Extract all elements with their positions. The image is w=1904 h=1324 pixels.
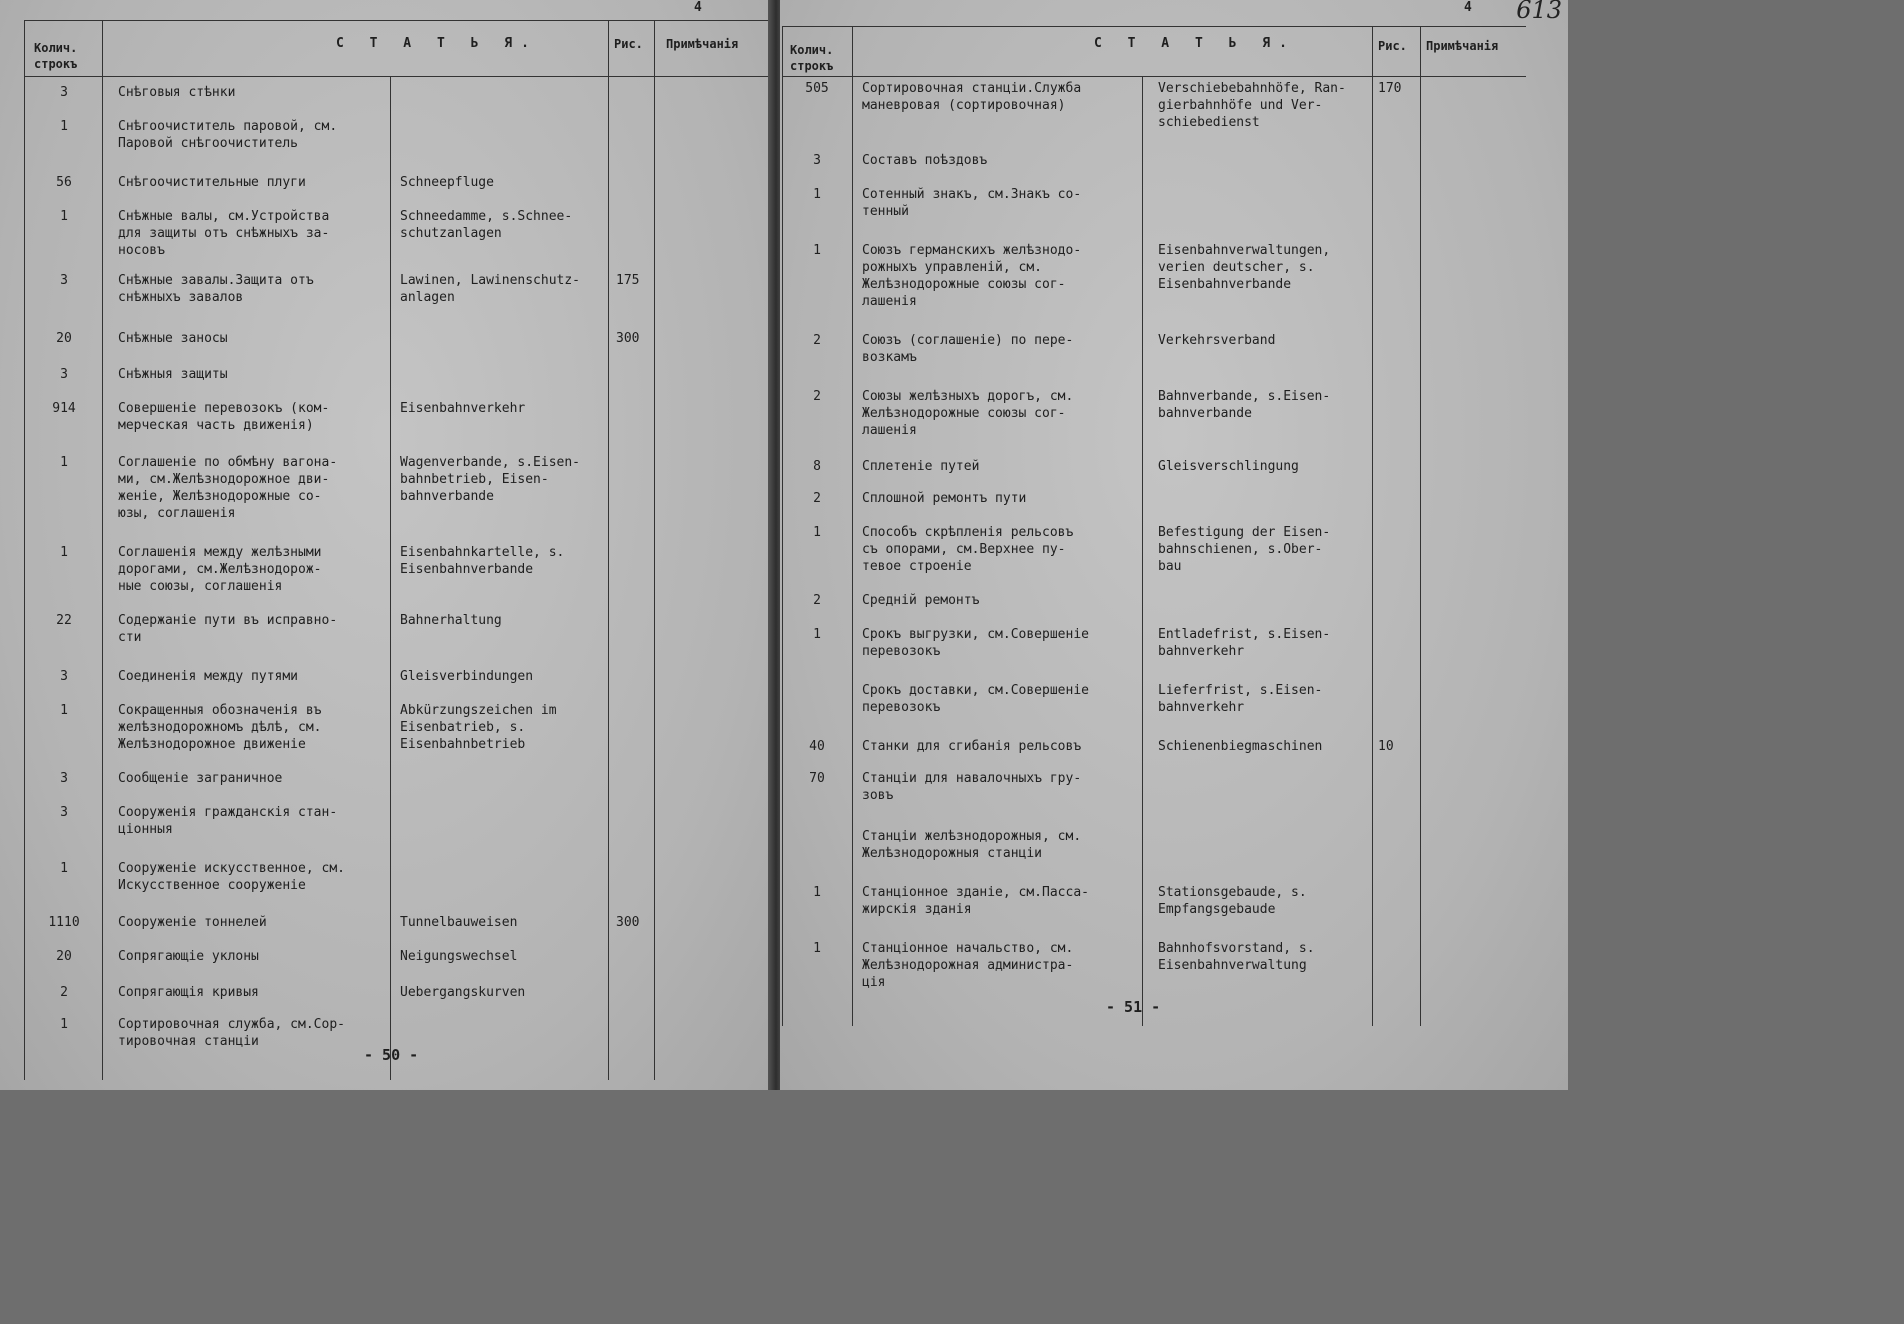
entry-term-german: Gleisverschlingung — [1158, 459, 1299, 474]
entry-term-german: Schneedamme, s.Schnee- schutzanlagen — [400, 209, 573, 241]
entry-term-russian: Сопрягающіе уклоны — [118, 949, 259, 964]
entry-line-count: 3 — [60, 771, 68, 786]
entry-line-count: 20 — [56, 949, 72, 964]
right-bottom-page-number: - 51 - — [1106, 998, 1161, 1016]
right-col-rule-2 — [1142, 76, 1143, 1026]
entry-line-count: 40 — [809, 739, 825, 754]
entry-term-russian: Составъ поѣздовъ — [862, 153, 988, 168]
entry-figure-number: 300 — [616, 331, 640, 346]
entry-term-german: Bahnverbande, s.Eisen- bahnverbande — [1158, 389, 1331, 421]
left-col-rule-1 — [102, 20, 103, 1080]
entry-line-count: 1 — [813, 187, 821, 202]
entry-term-russian: Снѣжныя защиты — [118, 367, 228, 382]
entry-term-russian: Сокращенныя обозначенія въ желѣзнодорожномъ дѣлѣ, см. Желѣзнодорожное движеніе — [118, 703, 322, 752]
entry-line-count: 1 — [813, 941, 821, 956]
left-col-rule-3 — [608, 20, 609, 1080]
entry-term-russian: Снѣжные валы, см.Устройства для защиты отъ снѣжныхъ за- носовъ — [118, 209, 330, 258]
entry-term-russian: Соединенія между путями — [118, 669, 299, 684]
entry-term-german: Eisenbahnverwaltungen, verien deutscher, s. Eisenbahnverbande — [1158, 243, 1331, 292]
left-col-rule-2 — [390, 76, 391, 1080]
entry-line-count: 22 — [56, 613, 72, 628]
left-col-rule-4 — [654, 20, 655, 1080]
entry-term-russian: Снѣгоочистительные плуги — [118, 175, 306, 190]
entry-line-count: 3 — [60, 367, 68, 382]
right-header-count: Колич. строкъ — [790, 43, 834, 73]
right-header-notes: Примѣчанія — [1426, 39, 1499, 53]
right-header-top-rule — [782, 26, 1526, 27]
left-col-rule-0 — [24, 20, 25, 1080]
entry-term-russian: Способъ скрѣпленія рельсовъ съ опорами, см.Верхнее пу- тевое строеніе — [862, 525, 1074, 574]
entry-term-russian: Станціи желѣзнодорожныя, см. Желѣзнодорожныя станціи — [862, 829, 1082, 861]
right-page — [780, 0, 1568, 1090]
entry-term-russian: Сотенный знакъ, см.Знакъ со- тенный — [862, 187, 1082, 219]
right-col-rule-3 — [1372, 26, 1373, 1026]
archive-number-mark: 613 — [1516, 0, 1562, 24]
entry-term-russian: Снѣгоочиститель паровой, см. Паровой снѣгоочиститель — [118, 119, 338, 151]
entry-line-count: 1 — [813, 243, 821, 258]
entry-term-russian: Средній ремонтъ — [862, 593, 980, 608]
entry-term-russian: Союзъ германскихъ желѣзнодо- рожныхъ управленій, см. Желѣзнодорожные союзы сог- лашенія — [862, 243, 1082, 309]
entry-line-count: 2 — [813, 491, 821, 506]
entry-line-count: 3 — [60, 85, 68, 100]
entry-figure-number: 300 — [616, 915, 640, 930]
entry-term-russian: Совершеніе перевозокъ (ком- мерческая часть движенія) — [118, 401, 330, 433]
entry-line-count: 1 — [60, 1017, 68, 1032]
entry-term-russian: Срокъ доставки, см.Совершеніе перевозокъ — [862, 683, 1089, 715]
left-header-article: С Т А Т Ь Я. — [336, 36, 538, 51]
left-header-top-rule — [24, 20, 770, 21]
entry-term-german: Abkürzungszeichen im Eisenbatrieb, s. Eisenbahnbetrieb — [400, 703, 557, 752]
entry-term-russian: Станки для сгибанія рельсовъ — [862, 739, 1082, 754]
entry-line-count: 2 — [813, 593, 821, 608]
right-col-rule-1 — [852, 26, 853, 1026]
entry-term-german: Eisenbahnkartelle, s. Eisenbahnverbande — [400, 545, 565, 577]
entry-line-count: 505 — [805, 81, 829, 96]
left-header-notes: Примѣчанія — [666, 37, 739, 51]
entry-term-german: Stationsgebaude, s. Empfangsgebaude — [1158, 885, 1307, 917]
entry-line-count: 70 — [809, 771, 825, 786]
entry-line-count: 3 — [60, 669, 68, 684]
entry-figure-number: 10 — [1378, 739, 1394, 754]
entry-term-russian: Соглашенія между желѣзными дорогами, см.Желѣзнодорож- ные союзы, соглашенія — [118, 545, 322, 594]
left-header-fig: Рис. — [614, 37, 643, 51]
entry-term-russian: Сообщеніе заграничное — [118, 771, 283, 786]
entry-line-count: 1 — [60, 455, 68, 470]
entry-term-german: Tunnelbauweisen — [400, 915, 518, 930]
entry-line-count: 914 — [52, 401, 76, 416]
entry-term-russian: Сортировочная станціи.Служба маневровая (сортировочная) — [862, 81, 1082, 113]
left-top-page-number: 4 — [694, 0, 702, 15]
entry-figure-number: 170 — [1378, 81, 1402, 96]
entry-term-german: Befestigung der Eisen- bahnschienen, s.Ober- bau — [1158, 525, 1331, 574]
entry-term-russian: Союзъ (соглашеніе) по пере- возкамъ — [862, 333, 1074, 365]
entry-term-russian: Союзы желѣзныхъ дорогъ, см. Желѣзнодорожные союзы сог- лашенія — [862, 389, 1074, 438]
entry-line-count: 1 — [60, 209, 68, 224]
entry-term-russian: Станціонное зданіе, см.Пасса- жирскія зданія — [862, 885, 1089, 917]
entry-line-count: 3 — [60, 805, 68, 820]
entry-term-german: Schienenbiegmaschinen — [1158, 739, 1323, 754]
entry-line-count: 1110 — [48, 915, 80, 930]
entry-term-german: Bahnhofsvorstand, s. Eisenbahnverwaltung — [1158, 941, 1315, 973]
entry-term-german: Bahnerhaltung — [400, 613, 502, 628]
entry-term-german: Entladefrist, s.Eisen- bahnverkehr — [1158, 627, 1331, 659]
entry-line-count: 2 — [813, 389, 821, 404]
left-header-count: Колич. строкъ — [34, 41, 78, 71]
entry-term-russian: Снѣговыя стѣнки — [118, 85, 236, 100]
entry-line-count: 3 — [813, 153, 821, 168]
entry-term-german: Eisenbahnverkehr — [400, 401, 526, 416]
left-bottom-page-number: - 50 - — [364, 1046, 419, 1064]
entry-term-russian: Сплетеніе путей — [862, 459, 980, 474]
right-header-article: С Т А Т Ь Я. — [1094, 36, 1296, 51]
entry-line-count: 1 — [60, 703, 68, 718]
entry-term-russian: Сопрягающія кривыя — [118, 985, 259, 1000]
entry-term-russian: Снѣжные завалы.Защита отъ снѣжныхъ завалов — [118, 273, 314, 305]
entry-term-german: Wagenverbande, s.Eisen- bahnbetrieb, Eisen- bahnverbande — [400, 455, 581, 504]
entry-term-german: Lieferfrist, s.Eisen- bahnverkehr — [1158, 683, 1323, 715]
left-page — [0, 0, 772, 1090]
entry-line-count: 3 — [60, 273, 68, 288]
entry-term-russian: Соглашеніе по обмѣну вагона- ми, см.Желѣзнодорожное дви- женіе, Желѣзнодорожные со- юзы, соглашенія — [118, 455, 338, 521]
entry-term-german: Uebergangskurven — [400, 985, 526, 1000]
entry-term-german: Gleisverbindungen — [400, 669, 534, 684]
right-header-bottom-rule — [782, 76, 1526, 77]
entry-term-russian: Сооруженія гражданскія стан- ціонныя — [118, 805, 338, 837]
entry-term-german: Verkehrsverband — [1158, 333, 1276, 348]
entry-line-count: 1 — [813, 627, 821, 642]
left-header-bottom-rule — [24, 76, 770, 77]
entry-term-german: Verschiebebahnhöfe, Ran- gierbahnhöfe und Ver- schiebedienst — [1158, 81, 1346, 130]
entry-term-russian: Сортировочная служба, см.Сор- тировочная станціи — [118, 1017, 345, 1049]
entry-line-count: 2 — [60, 985, 68, 1000]
entry-term-russian: Сплошной ремонтъ пути — [862, 491, 1027, 506]
entry-line-count: 2 — [813, 333, 821, 348]
entry-line-count: 1 — [813, 525, 821, 540]
entry-line-count: 1 — [60, 545, 68, 560]
entry-term-german: Schneepfluge — [400, 175, 494, 190]
right-header-fig: Рис. — [1378, 39, 1407, 53]
entry-line-count: 56 — [56, 175, 72, 190]
entry-term-german: Neigungswechsel — [400, 949, 518, 964]
entry-term-russian: Содержаніе пути въ исправно- сти — [118, 613, 338, 645]
entry-term-russian: Станціи для навалочныхъ гру- зовъ — [862, 771, 1082, 803]
entry-line-count: 8 — [813, 459, 821, 474]
entry-figure-number: 175 — [616, 273, 640, 288]
entry-term-russian: Сооруженіе искусственное, см. Искусственное сооруженіе — [118, 861, 345, 893]
entry-term-russian: Снѣжные заносы — [118, 331, 228, 346]
entry-line-count: 1 — [813, 885, 821, 900]
entry-term-russian: Сооруженіе тоннелей — [118, 915, 267, 930]
right-top-page-number: 4 — [1464, 0, 1472, 15]
entry-term-german: Lawinen, Lawinenschutz- anlagen — [400, 273, 581, 305]
entry-line-count: 1 — [60, 861, 68, 876]
entry-term-russian: Станціонное начальство, см. Желѣзнодорожная администра- ція — [862, 941, 1074, 990]
entry-line-count: 1 — [60, 119, 68, 134]
right-col-rule-4 — [1420, 26, 1421, 1026]
entry-line-count: 20 — [56, 331, 72, 346]
entry-term-russian: Срокъ выгрузки, см.Совершеніе перевозокъ — [862, 627, 1089, 659]
right-col-rule-0 — [782, 26, 783, 1026]
